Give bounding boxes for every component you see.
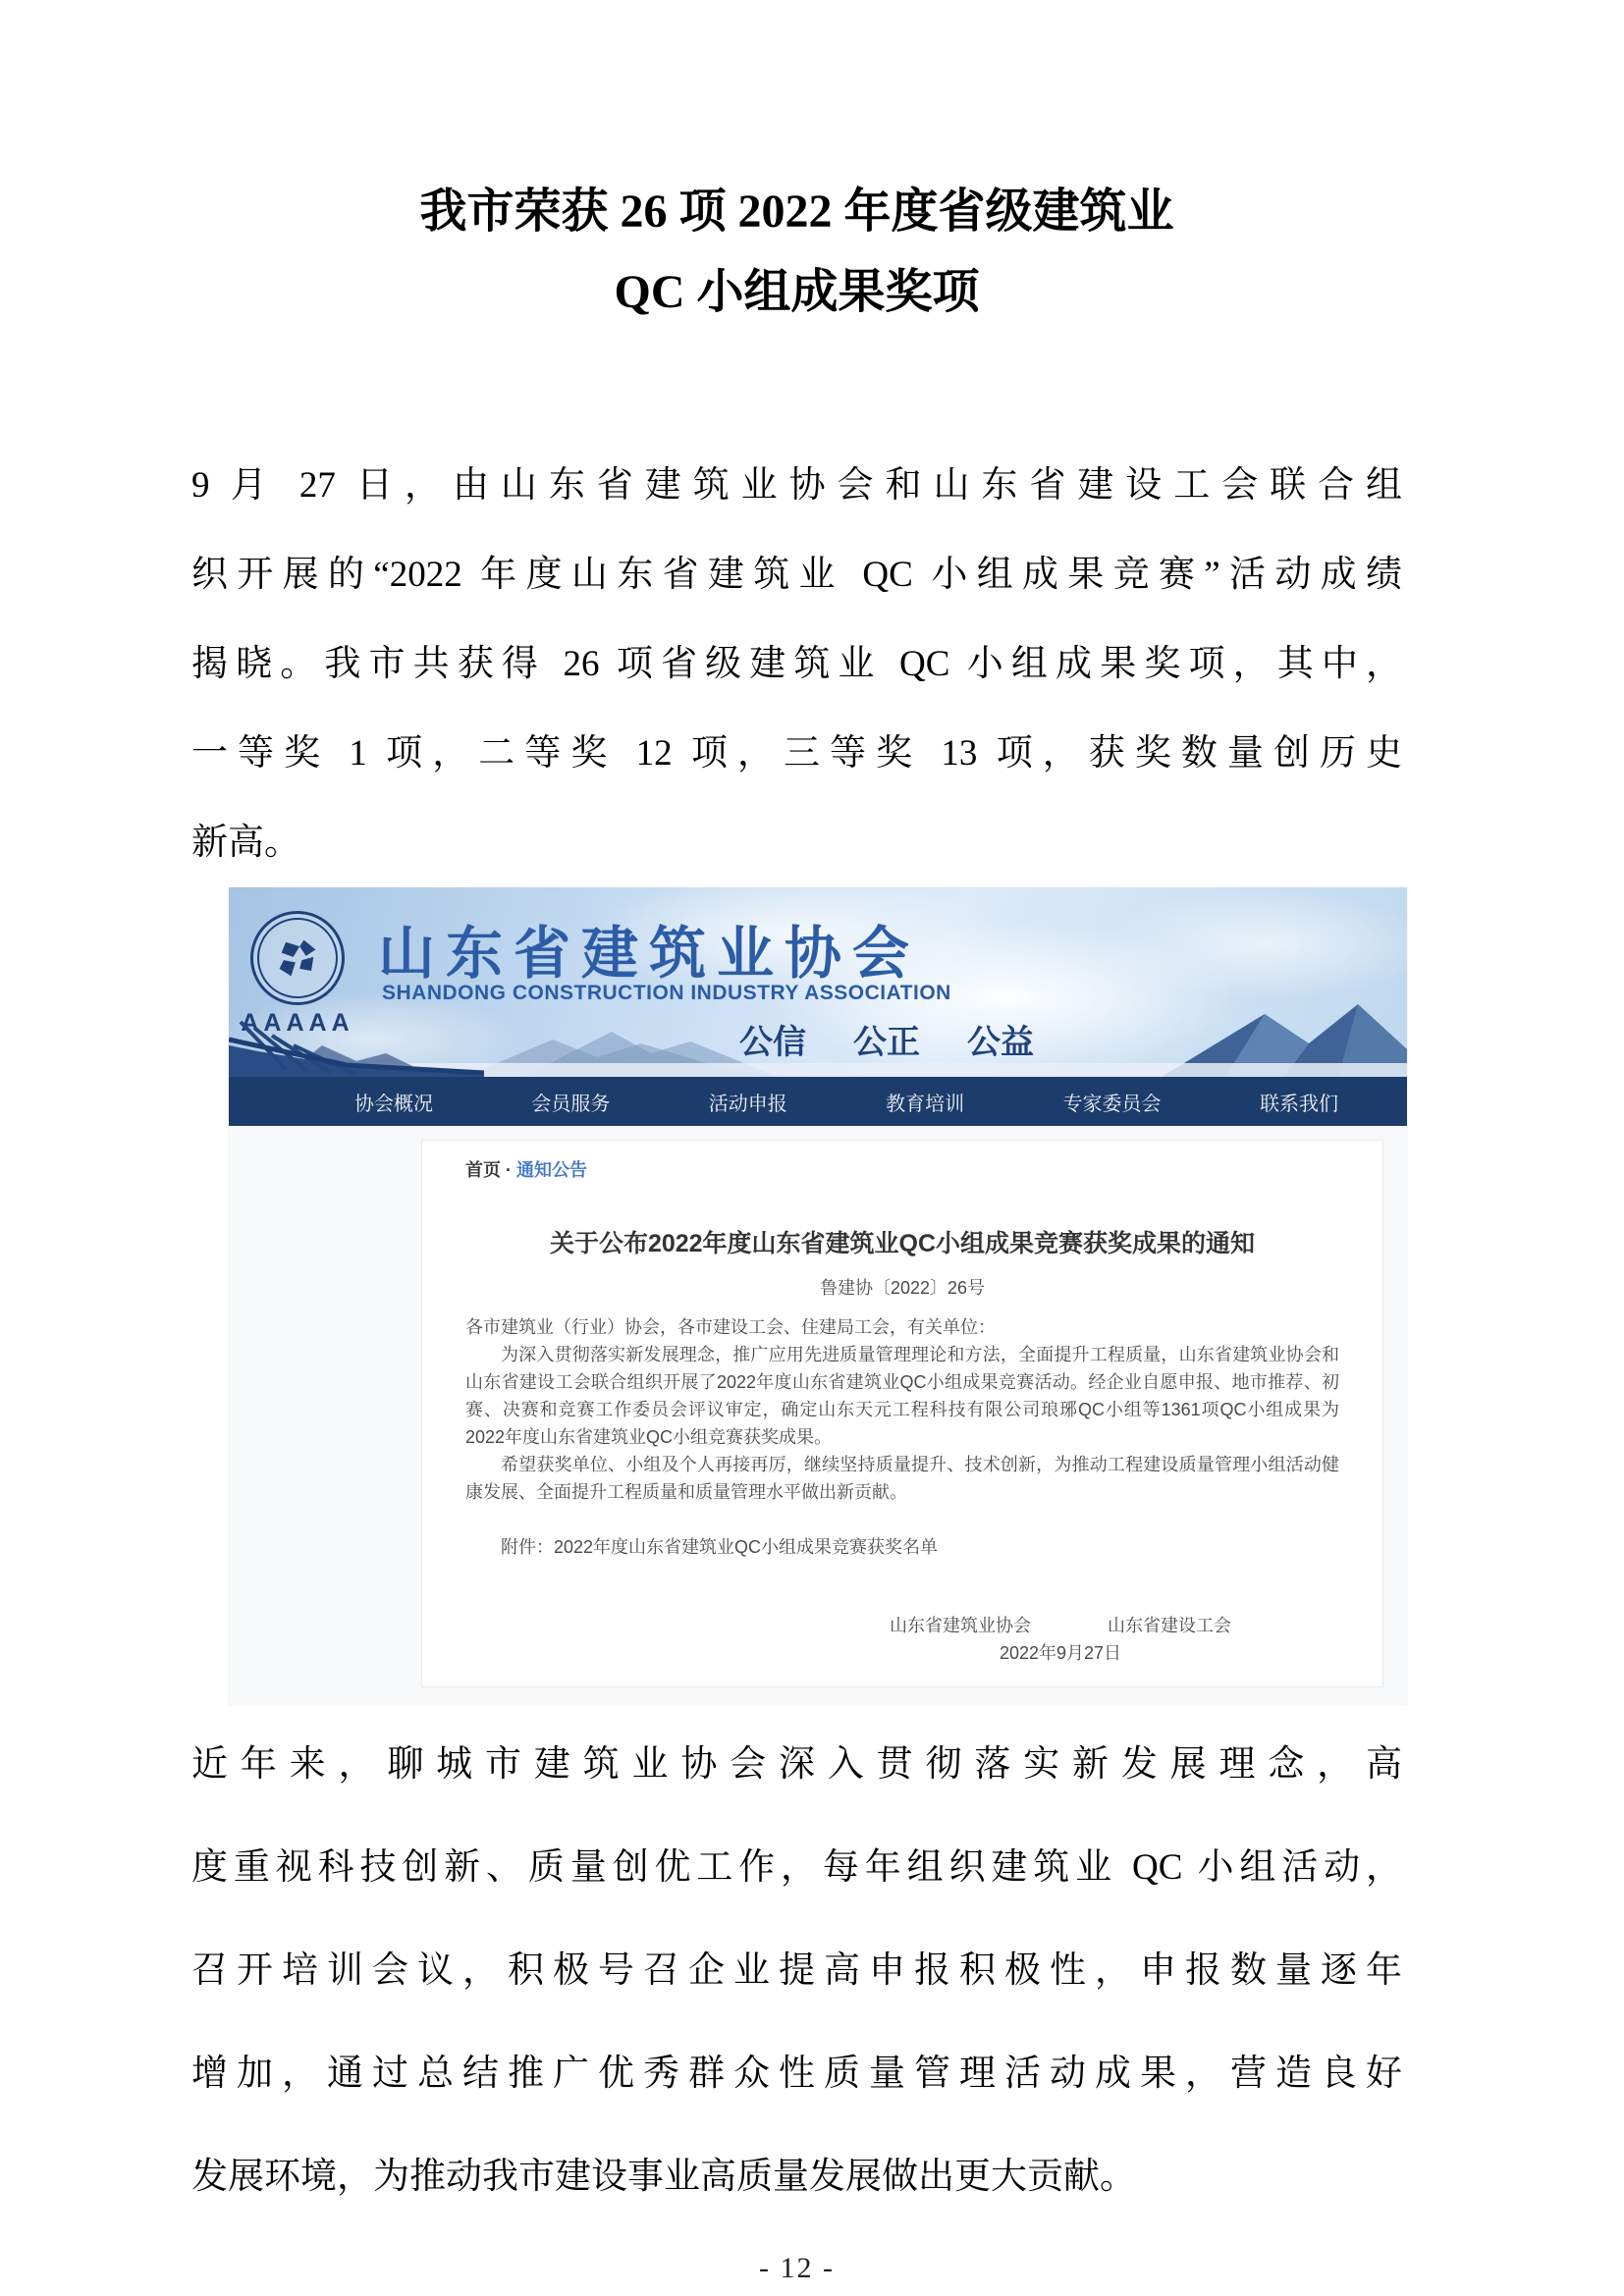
signature-org: 山东省建设工会 xyxy=(1108,1616,1231,1635)
org-name-en: SHANDONG CONSTRUCTION INDUSTRY ASSOCIATION xyxy=(382,982,951,1004)
paragraph-line: 召开培训会议，积极号召企业提高申报积极性，申报数量逐年 xyxy=(191,1950,1402,1991)
paragraph-line: 9 月 27 日，由山东省建筑业协会和山东省建设工会联合组 xyxy=(191,465,1402,506)
nav-item: 活动申报 xyxy=(708,1093,787,1115)
notice-signature-block xyxy=(890,1612,1231,1667)
nav-item: 协会概况 xyxy=(354,1093,433,1115)
signature-org: 山东省建筑业协会 xyxy=(890,1616,1031,1635)
notice-signatures xyxy=(890,1612,1231,1639)
nav-item: 会员服务 xyxy=(531,1093,611,1115)
notice-date: 2022年9月27日 xyxy=(999,1643,1122,1663)
paragraph-line: 揭晓。我市共获得 26 项省级建筑业 QC 小组成果奖项，其中， xyxy=(191,644,1402,684)
bridge-illustration xyxy=(229,1018,484,1077)
notice-salutation: 各市建筑业（行业）协会，各市建设工会、住建局工会，有关单位： xyxy=(465,1317,996,1337)
paragraph-line: 度重视科技创新、质量创优工作，每年组织建筑业 QC 小组活动， xyxy=(191,1847,1402,1888)
doc-title xyxy=(191,172,1402,333)
paragraph-line: 增加，通过总结推广优秀群众性质量管理活动成果，营造良好 xyxy=(191,2054,1402,2094)
breadcrumb-home: 首页 xyxy=(465,1160,501,1180)
paragraph-line: 一等奖 1 项，二等奖 12 项，三等奖 13 项，获奖数量创历史 xyxy=(191,733,1402,774)
website-nav-bar xyxy=(229,1077,1407,1126)
slogan-word: 公信 xyxy=(739,1024,806,1061)
notice-paragraphs xyxy=(465,1341,1339,1506)
paragraph-2 xyxy=(191,1713,1402,2228)
logo-rating-text: AAAAA xyxy=(241,1009,354,1037)
association-logo xyxy=(250,911,345,1005)
breadcrumb-current: 通知公告 xyxy=(516,1160,588,1180)
doc-title-line: QC 小组成果奖项 xyxy=(614,266,980,318)
nav-item: 专家委员会 xyxy=(1062,1093,1162,1115)
notice-body xyxy=(465,1313,1339,1667)
breadcrumb-separator: · xyxy=(506,1160,513,1180)
logo-emblem-icon xyxy=(272,933,323,984)
nav-item: 教育培训 xyxy=(886,1093,965,1115)
notice-attachment: 附件：2022年度山东省建筑业QC小组成果竞赛获奖名单 xyxy=(501,1537,939,1557)
notice-paragraph: 为深入贯彻落实新发展理念，推广应用先进质量管理理论和方法，全面提升工程质量，山东省建筑业协会和山东省建设工会联合组织开展了2022年度山东省建筑业QC小组成果竞赛活动。经企业自愿申报、地市推荐、初赛、决赛和竞赛工作委员会评议审定，确定山东天元工程科技有限公司琅琊QC小组等1361项QC小组成果为2022年度山东省建筑业QC小组竞赛获奖成果。 xyxy=(465,1345,1339,1447)
org-name-cn: 山东省建筑业协会 xyxy=(378,922,921,986)
slogan-word: 公益 xyxy=(967,1024,1034,1061)
slogan-word: 公正 xyxy=(853,1024,920,1061)
notice-paragraph: 希望获奖单位、小组及个人再接再厉，继续坚持质量提升、技术创新，为推动工程建设质量管理小组活动健康发展、全面提升工程质量和质量管理水平做出新贡献。 xyxy=(465,1455,1339,1502)
breadcrumb xyxy=(465,1158,1339,1182)
notice-doc-number: 鲁建协〔2022〕26号 xyxy=(819,1278,986,1298)
paragraph-1 xyxy=(191,441,1402,887)
embedded-website-screenshot xyxy=(229,887,1407,1705)
paragraph-line: 发展环境，为推动我市建设事业高质量发展做出更大贡献。 xyxy=(191,2157,1136,2197)
paragraph-line: 织开展的“2022 年度山东省建筑业 QC 小组成果竞赛”活动成绩 xyxy=(191,555,1402,595)
notice-title: 关于公布2022年度山东省建筑业QC小组成果竞赛获奖成果的通知 xyxy=(549,1230,1256,1257)
doc-title-line: 我市荣获 26 项 2022 年度省级建筑业 xyxy=(419,186,1174,238)
website-banner xyxy=(229,887,1407,1077)
paragraph-line: 近年来，聊城市建筑业协会深入贯彻落实新发展理念，高 xyxy=(191,1744,1402,1785)
paragraph-line: 新高。 xyxy=(191,823,300,863)
nav-item: 联系我们 xyxy=(1259,1093,1338,1115)
page-number: - 12 - xyxy=(759,2252,835,2284)
notice-card xyxy=(421,1140,1383,1687)
website-content-area xyxy=(229,1126,1407,1705)
